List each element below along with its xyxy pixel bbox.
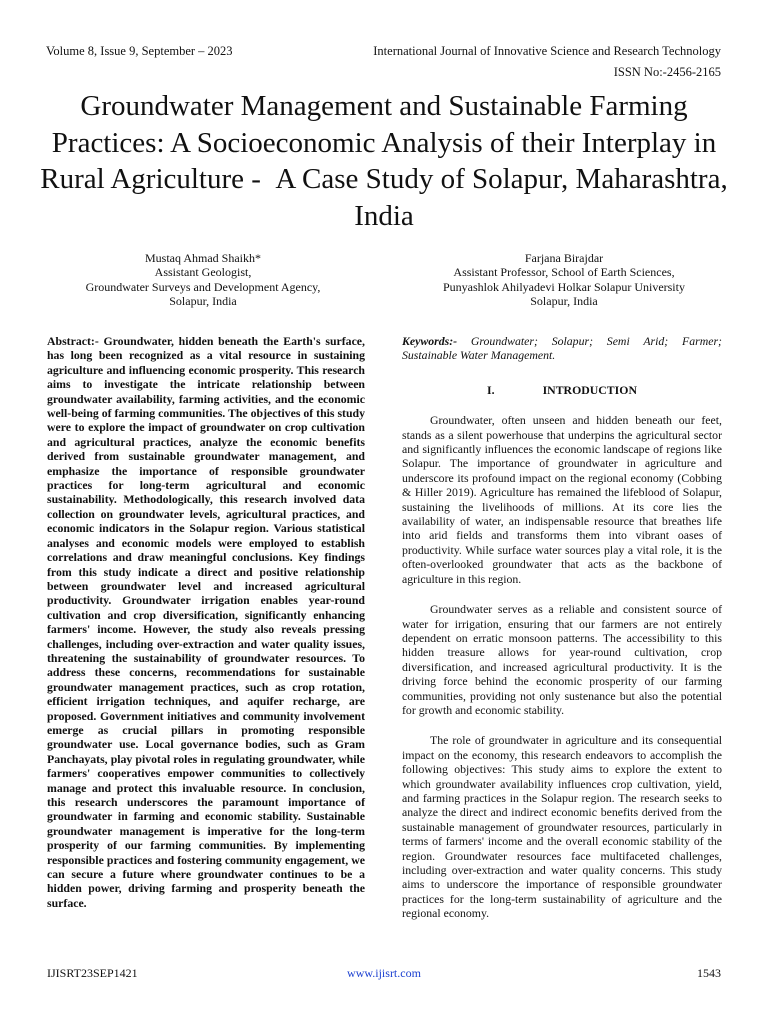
- section-number: I.: [487, 382, 495, 397]
- paper-title: Groundwater Management and Sustainable Farming Practices: A Socioeconomic Analysis of their Interplay in Rural Agriculture - A Case Study of Solapur, Maharashtra, India: [40, 90, 728, 232]
- body-paragraph: Groundwater, often unseen and hidden beneath our feet, stands as a silent powerhouse that underpins the agricultural sector and significantly influences the economic landscape of regions like Solapur. The importance of groundwater in agriculture and underscore its profound impact on the regional economy (Cobbing & Hiller 2019). Agriculture has remained the lifeblood of Solapur, sustaining the livelihoods of millions. At its core lies the availability of water, an indispensable resource that breathes life into arid fields and transforms them into vibrant oases of productivity. While surface water sources play a vital role, it is the often-overlooked groundwater that acts as the backbone of agriculture in this region.: [402, 413, 722, 586]
- author-role: Assistant Professor, School of Earth Sciences,: [453, 265, 675, 280]
- right-column: [402, 334, 722, 937]
- issue-info: Volume 8, Issue 9, September – 2023: [46, 44, 233, 58]
- journal-name: International Journal of Innovative Science and Research Technology: [373, 44, 721, 58]
- issn-number: ISSN No:-2456-2165: [613, 65, 721, 79]
- author-organization: Punyashlok Ahilyadevi Holkar Solapur University: [443, 279, 685, 294]
- body-paragraph: Groundwater serves as a reliable and consistent source of water for irrigation, ensuring that our farmers are not entirely dependent on erratic monsoon patterns. The accessibility to this hidden treasure allows for year-round cultivation, crop diversification, and increased agricultural productivity. It is the driving force behind the economic prosperity of our farming communities, providing not only sustenance but also the potential for growth and economic stability.: [402, 602, 722, 717]
- author-name: Mustaq Ahmad Shaikh*: [145, 251, 261, 265]
- page-number: 1543: [697, 966, 721, 980]
- author-block-2: [405, 251, 723, 309]
- keywords: [402, 334, 722, 363]
- abstract: Abstract:- Groundwater, hidden beneath the Earth's surface, has long been recognized as a vital resource in sustaining agriculture and influencing economic prosperity. This research aims to investigate the intricate relationship between groundwater availability, farming activities, and the economic well-being of farming communities. The objectives of this study were to explore the impact of groundwater on crop cultivation and agricultural practices, analyze the economic benefits derived from sustainable groundwater management, and emphasize the importance of responsible groundwater practices for long-term agricultural and economic sustainability. Methodologically, this research involved data collection on groundwater levels, agricultural practices, and economic indicators in the Solapur region. Various statistical analyses and economic models were employed to establish correlations and draw meaningful conclusions. Key findings from this study indicate a direct and positive relationship between groundwater level and increased agricultural productivity. Groundwater irrigation enables year-round cultivation and crop diversification, significantly enhancing farmers' income. However, the study also reveals pressing challenges, including over-extraction and water quality issues, threatening the sustainability of groundwater resources. To address these concerns, recommendations for sustainable groundwater management practices, such as crop rotation, efficient irrigation techniques, and aquifer recharge, are proposed. Government initiatives and community involvement emerge as crucial pillars in promoting responsible groundwater use. Local governance bodies, such as Gram Panchayats, play pivotal roles in regulating groundwater, while farmers' cooperatives empower communities to collectively manage and protect this invaluable resource. In conclusion, this research underscores the paramount importance of groundwater in farming and economic stability. Sustainable groundwater management is imperative for the long-term prosperity of our farming communities. By implementing responsible practices and fostering community engagement, we can secure a future where groundwater continues to be a hidden power, driving farming and prosperity beneath the surface.: [47, 334, 365, 910]
- section-title: INTRODUCTION: [542, 382, 637, 397]
- journal-website-link[interactable]: www.ijisrt.com: [347, 966, 421, 980]
- author-role: Assistant Geologist,: [154, 265, 252, 280]
- paper-id: IJISRT23SEP1421: [47, 966, 138, 980]
- section-heading: [402, 383, 722, 397]
- author-name: Farjana Birajdar: [524, 251, 604, 265]
- author-location: Solapur, India: [530, 294, 598, 309]
- left-column: [47, 334, 365, 910]
- keywords-text: Groundwater; Solapur; Semi Arid; Farmer; Sustainable Water Management.: [402, 334, 722, 363]
- keywords-label: Keywords:-: [402, 334, 458, 348]
- author-location: Solapur, India: [169, 294, 237, 309]
- author-block-1: [40, 251, 366, 309]
- body-paragraph: The role of groundwater in agriculture and its consequential impact on the economy, this research endeavors to accomplish the following objectives: This study aims to explore the extent to which groundwater availability influences crop cultivation, yield, and farming practices in the Solapur region. The research seeks to analyze the direct and indirect economic benefits derived from the sustainable management of groundwater resources, particularly in terms of farmers' income and the overall economic stability of the region. Groundwater resources face multifaceted challenges, including over-extraction and water quality concerns. This study aims to underscore the importance of responsible groundwater practices for the long-term sustainability of agriculture and the regional economy.: [402, 733, 722, 921]
- author-organization: Groundwater Surveys and Development Agency,: [85, 279, 321, 294]
